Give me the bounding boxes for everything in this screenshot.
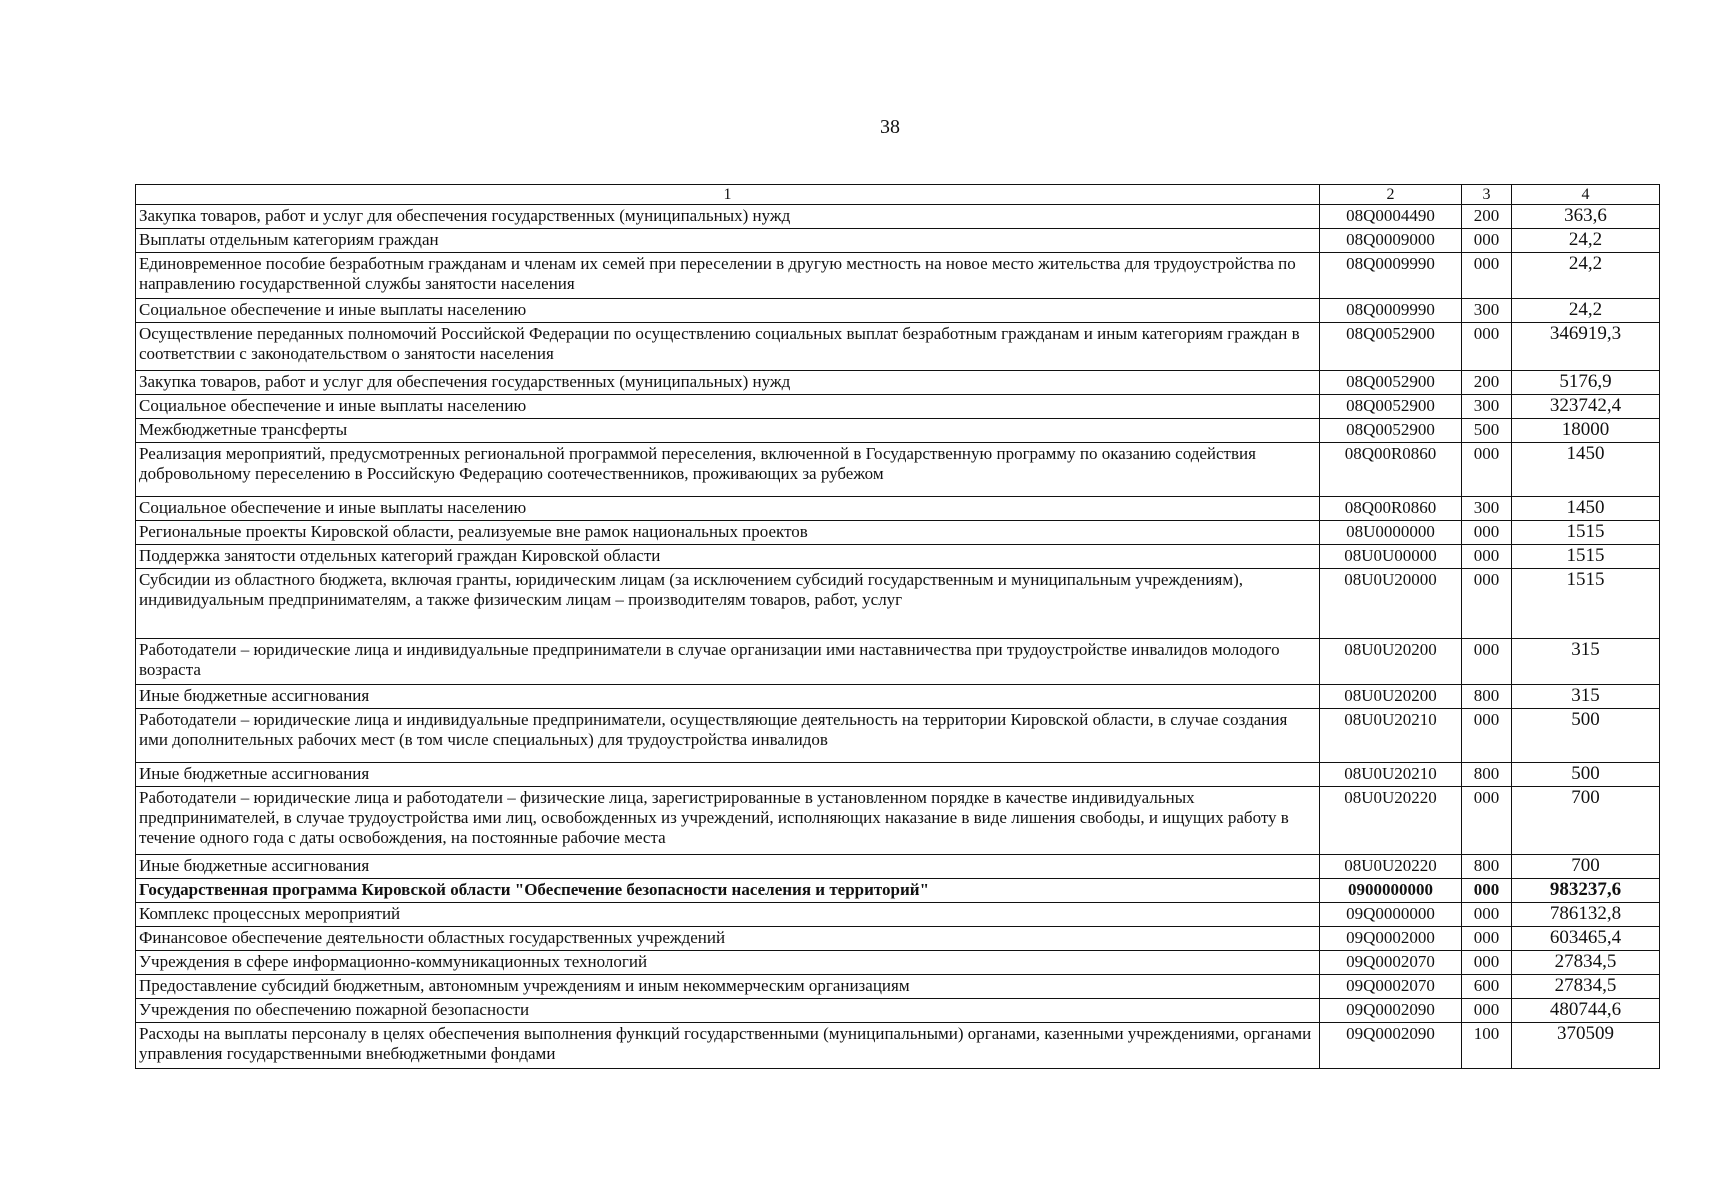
table-row [136, 205, 1660, 229]
row-code-cell: 08U0U20000 [1320, 569, 1462, 639]
row-name-cell: Комплекс процессных мероприятий [136, 903, 1320, 927]
row-name-cell: Поддержка занятости отдельных категорий граждан Кировской области [136, 545, 1320, 569]
row-name-cell: Социальное обеспечение и иные выплаты населению [136, 395, 1320, 419]
row-sum-cell: 370509 [1512, 1023, 1660, 1069]
row-type-cell: 000 [1462, 787, 1512, 855]
row-type-cell: 500 [1462, 419, 1512, 443]
row-type-cell: 000 [1462, 903, 1512, 927]
row-sum-cell: 24,2 [1512, 299, 1660, 323]
table-row [136, 569, 1660, 639]
row-type-cell: 000 [1462, 569, 1512, 639]
table-row [136, 855, 1660, 879]
table-row [136, 443, 1660, 497]
row-sum-cell: 18000 [1512, 419, 1660, 443]
table-row [136, 545, 1660, 569]
table-row [136, 395, 1660, 419]
row-name-cell: Закупка товаров, работ и услуг для обеспечения государственных (муниципальных) нужд [136, 205, 1320, 229]
table-row [136, 709, 1660, 763]
header-col-sum: 4 [1512, 185, 1660, 205]
row-name-cell: Иные бюджетные ассигнования [136, 763, 1320, 787]
row-name-cell: Учреждения по обеспечению пожарной безопасности [136, 999, 1320, 1023]
table-row [136, 371, 1660, 395]
table-row [136, 521, 1660, 545]
row-name-cell: Осуществление переданных полномочий Российской Федерации по осуществлению социальных выплат безработным гражданам и иным категориям граждан в соответствии с законодательством о занятости населения [136, 323, 1320, 371]
row-sum-cell: 346919,3 [1512, 323, 1660, 371]
table-row [136, 927, 1660, 951]
row-name-cell: Предоставление субсидий бюджетным, автономным учреждениям и иным некоммерческим организациям [136, 975, 1320, 999]
row-sum-cell: 1515 [1512, 569, 1660, 639]
row-code-cell: 08Q0009990 [1320, 253, 1462, 299]
row-type-cell: 300 [1462, 497, 1512, 521]
row-sum-cell: 27834,5 [1512, 951, 1660, 975]
table-row [136, 975, 1660, 999]
row-code-cell: 08U0U20200 [1320, 639, 1462, 685]
table-row [136, 787, 1660, 855]
row-type-cell: 000 [1462, 443, 1512, 497]
table-body [136, 205, 1660, 1069]
row-code-cell: 08U0U00000 [1320, 545, 1462, 569]
row-sum-cell: 323742,4 [1512, 395, 1660, 419]
row-type-cell: 000 [1462, 545, 1512, 569]
table-row [136, 1023, 1660, 1069]
table-row [136, 685, 1660, 709]
row-sum-cell: 983237,6 [1512, 879, 1660, 903]
row-type-cell: 200 [1462, 205, 1512, 229]
row-code-cell: 08U0U20220 [1320, 787, 1462, 855]
row-sum-cell: 786132,8 [1512, 903, 1660, 927]
row-name-cell: Региональные проекты Кировской области, реализуемые вне рамок национальных проектов [136, 521, 1320, 545]
header-col-name: 1 [136, 185, 1320, 205]
row-type-cell: 000 [1462, 951, 1512, 975]
row-name-cell: Работодатели – юридические лица и индивидуальные предприниматели, осуществляющие деятельность на территории Кировской области, в случае создания ими дополнительных рабочих мест (в том числе специальных) для трудоустройства инвалидов [136, 709, 1320, 763]
row-code-cell: 08U0U20210 [1320, 709, 1462, 763]
row-sum-cell: 1450 [1512, 497, 1660, 521]
row-type-cell: 000 [1462, 709, 1512, 763]
row-name-cell: Расходы на выплаты персоналу в целях обеспечения выполнения функций государственными (муниципальными) органами, казенными учреждениями, органами управления государственными внебюджетными фондами [136, 1023, 1320, 1069]
row-name-cell: Учреждения в сфере информационно-коммуникационных технологий [136, 951, 1320, 975]
row-code-cell: 08Q0052900 [1320, 371, 1462, 395]
row-name-cell: Субсидии из областного бюджета, включая гранты, юридическим лицам (за исключением субсидий государственным и муниципальным учреждениям), индивидуальным предпринимателям, а также физическим лицам – производителям товаров, работ, услуг [136, 569, 1320, 639]
table-row [136, 299, 1660, 323]
row-sum-cell: 500 [1512, 709, 1660, 763]
row-code-cell: 08Q0009000 [1320, 229, 1462, 253]
row-sum-cell: 363,6 [1512, 205, 1660, 229]
row-code-cell: 08Q0052900 [1320, 419, 1462, 443]
row-code-cell: 08Q0009990 [1320, 299, 1462, 323]
row-type-cell: 300 [1462, 395, 1512, 419]
row-name-cell: Социальное обеспечение и иные выплаты населению [136, 299, 1320, 323]
row-code-cell: 09Q0002090 [1320, 1023, 1462, 1069]
row-sum-cell: 700 [1512, 787, 1660, 855]
row-name-cell: Межбюджетные трансферты [136, 419, 1320, 443]
row-name-cell: Работодатели – юридические лица и индивидуальные предприниматели в случае организации ими наставничества при трудоустройстве инвалидов молодого возраста [136, 639, 1320, 685]
table-row [136, 497, 1660, 521]
row-type-cell: 000 [1462, 879, 1512, 903]
row-sum-cell: 603465,4 [1512, 927, 1660, 951]
row-name-cell: Реализация мероприятий, предусмотренных региональной программой переселения, включенной в Государственную программу по оказанию содействия добровольному переселению в Российскую Федерацию соотечественников, проживающих за рубежом [136, 443, 1320, 497]
row-code-cell: 09Q0002070 [1320, 975, 1462, 999]
table-row [136, 253, 1660, 299]
row-sum-cell: 24,2 [1512, 253, 1660, 299]
row-name-cell: Финансовое обеспечение деятельности областных государственных учреждений [136, 927, 1320, 951]
row-type-cell: 300 [1462, 299, 1512, 323]
row-code-cell: 08Q0004490 [1320, 205, 1462, 229]
row-name-cell: Иные бюджетные ассигнования [136, 855, 1320, 879]
row-code-cell: 08Q00R0860 [1320, 443, 1462, 497]
row-type-cell: 000 [1462, 639, 1512, 685]
row-sum-cell: 27834,5 [1512, 975, 1660, 999]
row-sum-cell: 1450 [1512, 443, 1660, 497]
row-code-cell: 08Q00R0860 [1320, 497, 1462, 521]
row-code-cell: 09Q0002090 [1320, 999, 1462, 1023]
row-sum-cell: 5176,9 [1512, 371, 1660, 395]
row-name-cell: Закупка товаров, работ и услуг для обеспечения государственных (муниципальных) нужд [136, 371, 1320, 395]
row-type-cell: 800 [1462, 855, 1512, 879]
table-row [136, 323, 1660, 371]
row-sum-cell: 1515 [1512, 521, 1660, 545]
table-row [136, 763, 1660, 787]
row-code-cell: 09Q0002070 [1320, 951, 1462, 975]
table-row [136, 903, 1660, 927]
row-sum-cell: 315 [1512, 639, 1660, 685]
row-code-cell: 08U0U20210 [1320, 763, 1462, 787]
row-type-cell: 800 [1462, 685, 1512, 709]
row-type-cell: 000 [1462, 253, 1512, 299]
row-sum-cell: 480744,6 [1512, 999, 1660, 1023]
row-code-cell: 08Q0052900 [1320, 323, 1462, 371]
row-type-cell: 600 [1462, 975, 1512, 999]
row-type-cell: 200 [1462, 371, 1512, 395]
row-type-cell: 000 [1462, 229, 1512, 253]
row-name-cell: Единовременное пособие безработным гражданам и членам их семей при переселении в другую местность на новое место жительства для трудоустройства по направлению государственной службы занятости населения [136, 253, 1320, 299]
row-sum-cell: 700 [1512, 855, 1660, 879]
page-number: 38 [880, 116, 900, 138]
row-type-cell: 000 [1462, 927, 1512, 951]
row-code-cell: 08U0U20220 [1320, 855, 1462, 879]
budget-table [135, 184, 1660, 1069]
table-row [136, 639, 1660, 685]
row-type-cell: 100 [1462, 1023, 1512, 1069]
row-name-cell: Работодатели – юридические лица и работодатели – физические лица, зарегистрированные в установленном порядке в качестве индивидуальных предпринимателей, в случае трудоустройства ими лиц, освобожденных из учреждений, исполняющих наказание в виде лишения свободы, и ищущих работу в течение одного года с даты освобождения, на постоянные рабочие места [136, 787, 1320, 855]
row-name-cell: Социальное обеспечение и иные выплаты населению [136, 497, 1320, 521]
table-row [136, 419, 1660, 443]
row-sum-cell: 1515 [1512, 545, 1660, 569]
row-sum-cell: 315 [1512, 685, 1660, 709]
header-col-code: 2 [1320, 185, 1462, 205]
row-name-cell: Иные бюджетные ассигнования [136, 685, 1320, 709]
row-code-cell: 09Q0000000 [1320, 903, 1462, 927]
row-sum-cell: 24,2 [1512, 229, 1660, 253]
row-type-cell: 000 [1462, 521, 1512, 545]
header-row [136, 185, 1660, 205]
row-code-cell: 08U0U20200 [1320, 685, 1462, 709]
table-row [136, 229, 1660, 253]
row-code-cell: 09Q0002000 [1320, 927, 1462, 951]
row-code-cell: 0900000000 [1320, 879, 1462, 903]
row-sum-cell: 500 [1512, 763, 1660, 787]
row-name-cell: Государственная программа Кировской области "Обеспечение безопасности населения и территорий" [136, 879, 1320, 903]
header-col-type: 3 [1462, 185, 1512, 205]
table-row [136, 879, 1660, 903]
row-type-cell: 800 [1462, 763, 1512, 787]
table-row [136, 951, 1660, 975]
row-name-cell: Выплаты отдельным категориям граждан [136, 229, 1320, 253]
table-row [136, 999, 1660, 1023]
row-type-cell: 000 [1462, 999, 1512, 1023]
row-code-cell: 08Q0052900 [1320, 395, 1462, 419]
row-code-cell: 08U0000000 [1320, 521, 1462, 545]
row-type-cell: 000 [1462, 323, 1512, 371]
